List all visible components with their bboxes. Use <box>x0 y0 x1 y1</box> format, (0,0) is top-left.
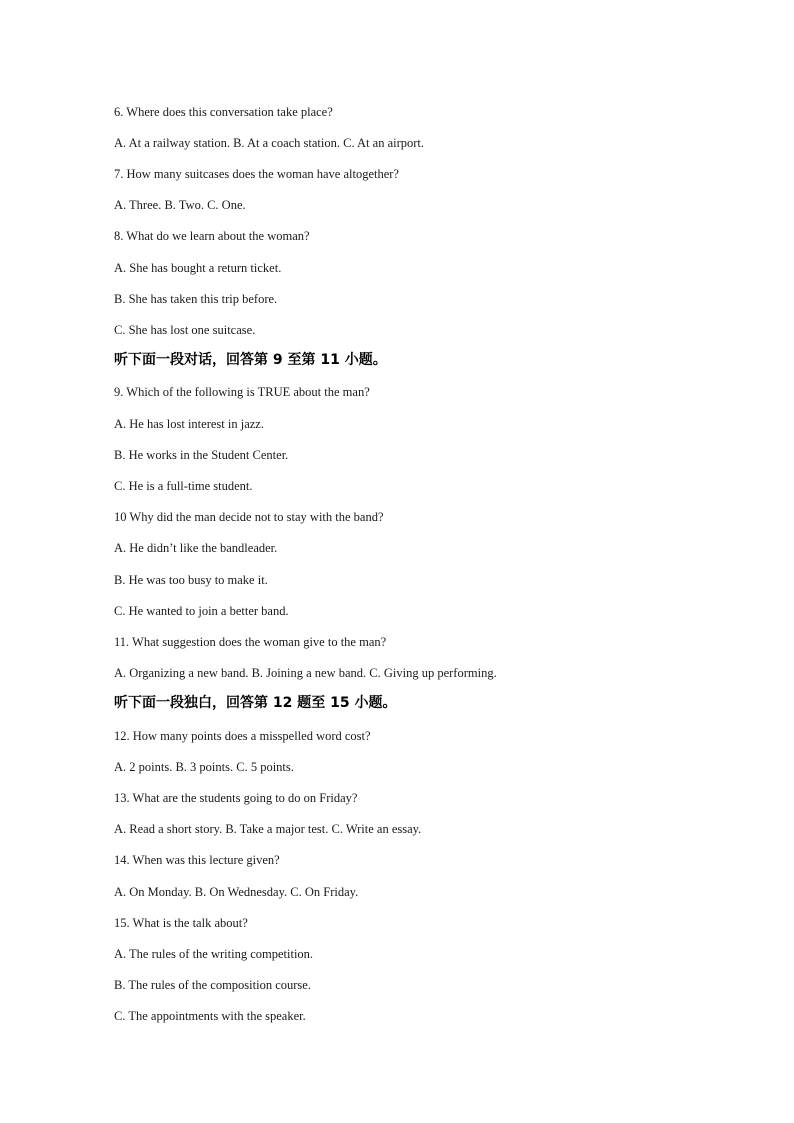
option-10c: C. He wanted to join a better band. <box>114 604 289 618</box>
option-15c: C. The appointments with the speaker. <box>114 1009 306 1023</box>
option-8b: B. She has taken this trip before. <box>114 292 278 306</box>
options-12: A. 2 points. B. 3 points. C. 5 points. <box>114 760 294 774</box>
question-10: 10 Why did the man decide not to stay with the band? <box>114 510 384 524</box>
option-10a: A. He didn’t like the bandleader. <box>114 541 278 555</box>
options-11: A. Organizing a new band. B. Joining a new band. C. Giving up performing. <box>114 666 497 680</box>
question-7: 7. How many suitcases does the woman have altogether? <box>114 167 399 181</box>
option-10b: B. He was too busy to make it. <box>114 573 268 587</box>
option-9b: B. He works in the Student Center. <box>114 448 289 462</box>
question-14: 14. When was this lecture given? <box>114 853 280 867</box>
options-14: A. On Monday. B. On Wednesday. C. On Friday. <box>114 885 359 899</box>
section-heading-monologue: 听下面一段独白，回答第 12 题至 15 小题。 <box>114 695 397 711</box>
question-15: 15. What is the talk about? <box>114 916 248 930</box>
option-8a: A. She has bought a return ticket. <box>114 261 282 275</box>
question-8: 8. What do we learn about the woman? <box>114 229 310 243</box>
options-6: A. At a railway station. B. At a coach station. C. At an airport. <box>114 136 425 150</box>
option-15a: A. The rules of the writing competition. <box>114 947 314 961</box>
option-9a: A. He has lost interest in jazz. <box>114 417 264 431</box>
section-heading-dialogue: 听下面一段对话，回答第 9 至第 11 小题。 <box>114 352 387 368</box>
option-8c: C. She has lost one suitcase. <box>114 323 256 337</box>
question-11: 11. What suggestion does the woman give to the man? <box>114 635 387 649</box>
options-7: A. Three. B. Two. C. One. <box>114 198 246 212</box>
question-13: 13. What are the students going to do on Friday? <box>114 791 358 805</box>
option-9c: C. He is a full-time student. <box>114 479 253 493</box>
question-6: 6. Where does this conversation take place? <box>114 105 333 119</box>
options-13: A. Read a short story. B. Take a major test. C. Write an essay. <box>114 822 422 836</box>
question-9: 9. Which of the following is TRUE about the man? <box>114 385 370 399</box>
question-12: 12. How many points does a misspelled word cost? <box>114 729 371 743</box>
option-15b: B. The rules of the composition course. <box>114 978 311 992</box>
